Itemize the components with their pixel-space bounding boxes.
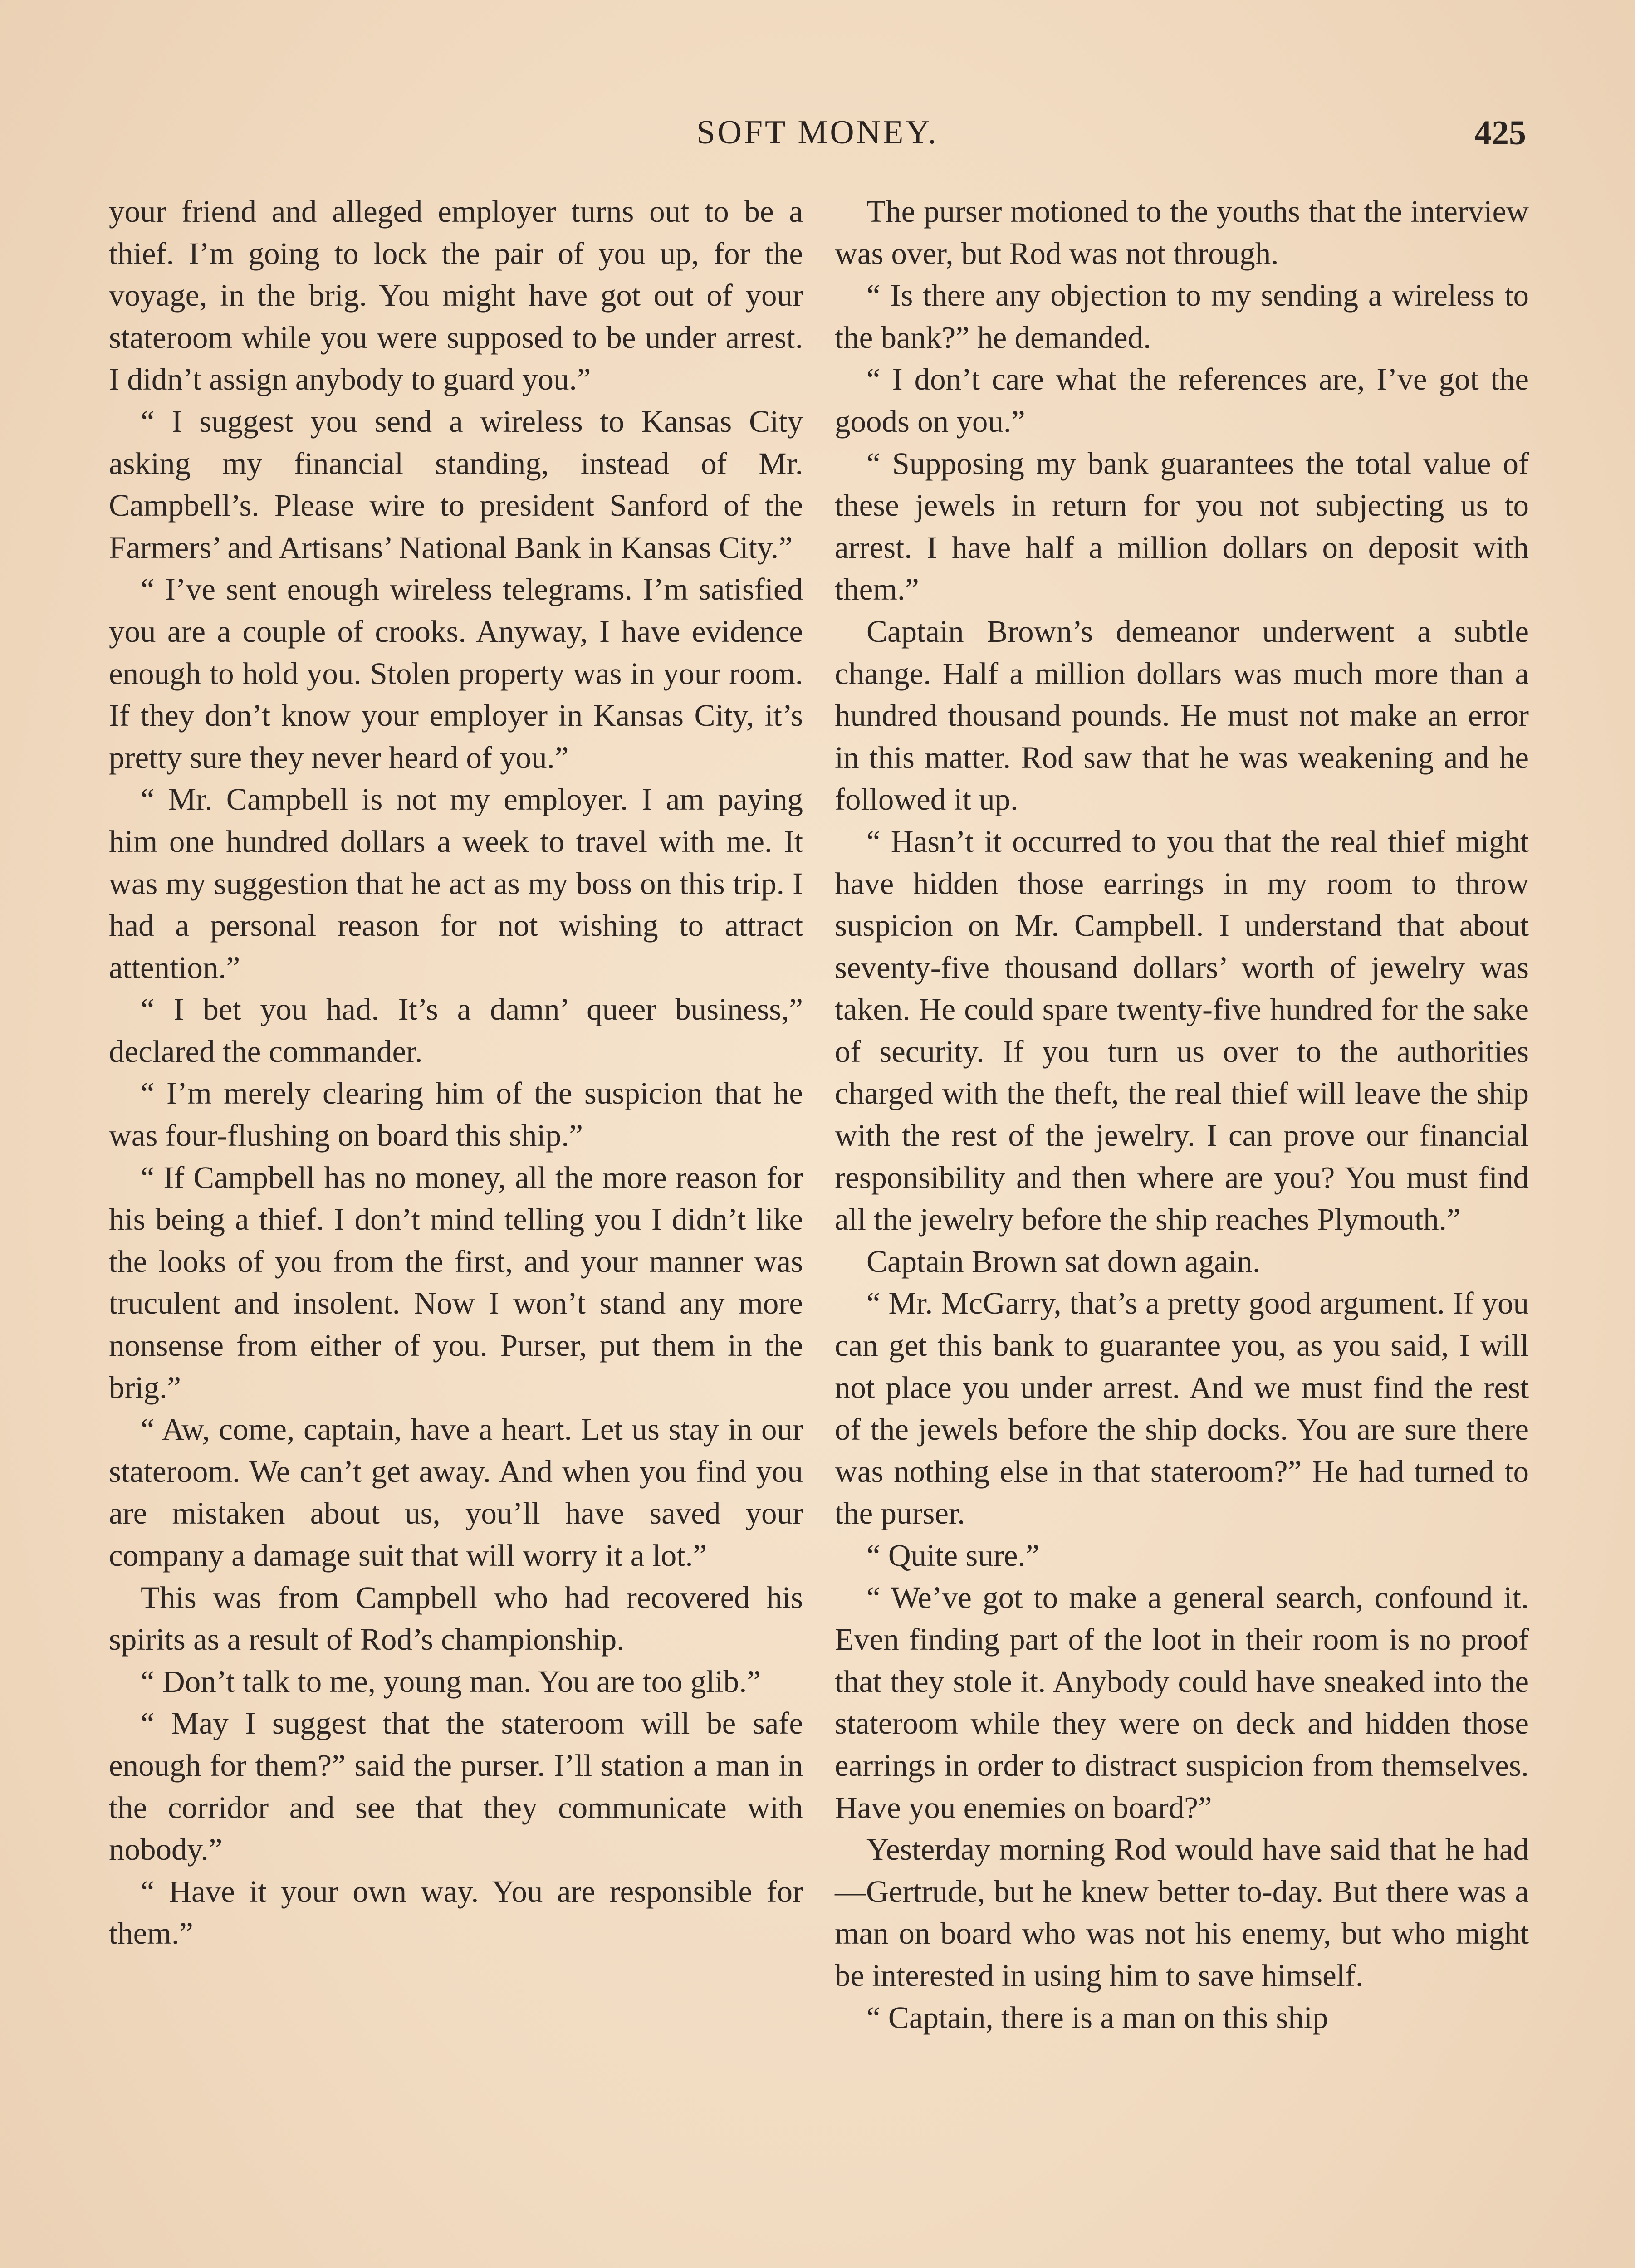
paragraph: “ Supposing my bank guarantees the total value of these jewels in return for you not subjecting us to arrest. I have half a million dollars on deposit with them.” (835, 446, 1529, 607)
paragraph: “ I suggest you send a wireless to Kansas City asking my financial standing, instead of Mr. Campbell’s. Please wire to president Sanford of the Farmers’ and Artisans’ National Bank in Kansas City.” (109, 404, 803, 565)
paragraph: “ Have it your own way. You are responsible for them.” (109, 1874, 803, 1951)
paragraph: “ Captain, there is a man on this ship (866, 2000, 1328, 2035)
paragraph: “ I’m merely clearing him of the suspicion that he was four-flushing on board this ship.” (109, 1076, 803, 1153)
paragraph: “ I don’t care what the references are, I’ve got the goods on you.” (835, 362, 1529, 439)
paragraph: “ Don’t talk to me, young man. You are too glib.” (141, 1664, 761, 1699)
paragraph: “ We’ve got to make a general search, confound it. Even finding part of the loot in their room is no proof that they stole it. Anybody could have sneaked into the stateroom while they were on deck and hidden those earrings in order to distract suspicion from themselves. Have you enemies on board?” (835, 1580, 1529, 1825)
paragraph: your friend and alleged employer turns out to be a thief. I’m going to lock the pair of you up, for the voyage, in the brig. You might have got out of your stateroom while you were supposed to be under arrest. I didn’t assign anybody to guard you.” (109, 194, 803, 397)
paragraph: This was from Campbell who had recovered his spirits as a result of Rod’s championship. (109, 1580, 803, 1657)
paragraph: “ Quite sure.” (866, 1538, 1040, 1573)
paragraph: “ Is there any objection to my sending a wireless to the bank?” he demanded. (835, 278, 1529, 355)
paragraph: Captain Brown sat down again. (866, 1244, 1261, 1279)
paragraph: Yesterday morning Rod would have said that he had—Gertrude, but he knew better to-day. But there was a man on board who was not his enemy, but who might be interested in using him to save himself. (835, 1832, 1529, 1993)
paragraph: “ I’ve sent enough wireless telegrams. I’m satisfied you are a couple of crooks. Anyway, I have evidence enough to hold you. Stolen property was in your room. If they don’t know your employer in Kansas City, it’s pretty sure they never heard of you.” (109, 572, 803, 775)
page-number: 425 (1474, 114, 1526, 152)
paragraph: The purser motioned to the youths that the interview was over, but Rod was not through. (835, 194, 1529, 271)
page-header (109, 113, 1526, 168)
paragraph: “ Mr. McGarry, that’s a pretty good argument. If you can get this bank to guarantee you, as you said, I will not place you under arrest. And we must find the rest of the jewels before the ship docks. You are sure there was nothing else in that stateroom?” He had turned to the purser. (835, 1286, 1529, 1531)
paragraph: “ Mr. Campbell is not my employer. I am paying him one hundred dollars a week to travel with me. It was my suggestion that he act as my boss on this trip. I had a personal reason for not wishing to attract attention.” (109, 782, 803, 985)
paragraph: “ Aw, come, captain, have a heart. Let us stay in our stateroom. We can’t get away. And when you find you are mistaken about us, you’ll have saved your company a damage suit that will worry it a lot.” (109, 1412, 803, 1573)
paragraph: “ May I suggest that the stateroom will be safe enough for them?” said the purser. I’ll station a man in the corridor and see that they communicate with nobody.” (109, 1706, 803, 1867)
running-head: SOFT MONEY. (696, 114, 939, 151)
right-text-column (835, 191, 1529, 2038)
left-text-column (109, 191, 803, 1955)
paragraph: “ Hasn’t it occurred to you that the real thief might have hidden those earrings in my room to throw suspicion on Mr. Campbell. I understand that about seventy-five thousand dollars’ worth of jewelry was taken. He could spare twenty-five hundred for the sake of security. If you turn us over to the authorities charged with the theft, the real thief will leave the ship with the rest of the jewelry. I can prove our financial responsibility and then where are you? You must find all the jewelry before the ship reaches Plymouth.” (835, 824, 1529, 1237)
paragraph: “ I bet you had. It’s a damn’ queer business,” declared the commander. (109, 992, 803, 1069)
paragraph: Captain Brown’s demeanor underwent a subtle change. Half a million dollars was much more than a hundred thousand pounds. He must not make an error in this matter. Rod saw that he was weakening and he followed it up. (835, 614, 1529, 817)
paragraph: “ If Campbell has no money, all the more reason for his being a thief. I don’t mind telling you I didn’t like the looks of you from the first, and your manner was truculent and insolent. Now I won’t stand any more nonsense from either of you. Purser, put them in the brig.” (109, 1160, 803, 1405)
